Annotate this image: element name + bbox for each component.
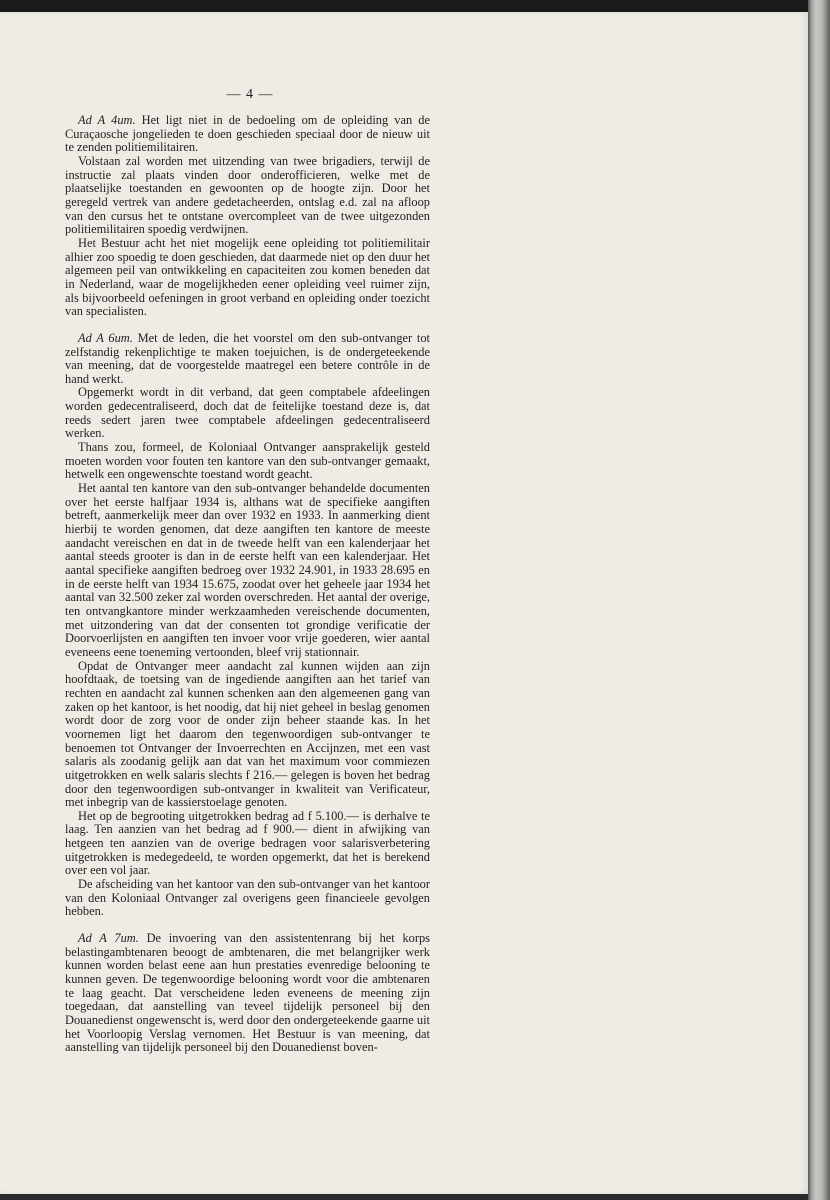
paragraph: Opgemerkt wordt in dit verband, dat geen comptabele afdeelingen worden gedecentraliseerd, doch dat de feitelijke toestand deze is, dat reeds sedert jaren twee comptabele afdeelingen gedecentraliseerd werken. bbox=[65, 385, 430, 441]
paragraph: Volstaan zal worden met uitzending van twee brigadiers, terwijl de instructie zal plaats vinden door onderofficieren, welke met de plaatselijke toestanden en gewoonten op de hoogte zijn. Door het geregeld vertrek van andere gedetacheerden, ontslag e.d. zal na afloop van den cursus het te ontstane overcompleet van de twee uitgezonden politiemilitairen spoedig verdwijnen. bbox=[65, 153, 430, 237]
paragraph-ad-a-7um bbox=[65, 932, 430, 1055]
paragraph-ad-a-4um bbox=[65, 114, 430, 155]
top-scan-edge bbox=[0, 0, 830, 12]
paragraph: Opdat de Ontvanger meer aandacht zal kunnen wijden aan zijn hoofdtaak, de toetsing van de ingediende aangiften aan het tarief van rechten en aandacht zal kunnen schenken aan den algemeenen gang van zaken op het kantoor, is het noodig, dat hij niet geheel in beslag genomen wordt door de zorg voor de onder zijn beheer staande kas. In het voornemen ligt het daarom den tegenwoordigen sub-ontvanger te benoemen tot Ontvanger der Invoerrechten en Accijnzen, met een vast salaris als zoodanig gelijk aan dat van het maximum voor commiezen uitgetrokken en welk salaris slechts f 216.— gelegen is boven het bedrag door den tegenwoordigen sub-ontvanger in kwaliteit van Verificateur, met inbegrip van de kassierstoelage genoten. bbox=[65, 658, 430, 810]
paragraph-text: Met de leden, die het voorstel om den sub-ontvanger tot zelfstandig rekenplichtige te maken toejuichen, is de ondergeteekende van meening, dat de voorgestelde maatregel een betere contrôle in de hand werkt. bbox=[65, 330, 430, 386]
section-label: Ad A 7um. bbox=[78, 931, 139, 946]
paragraph: De afscheiding van het kantoor van den sub-ontvanger van het kantoor van den Koloniaal Ontvanger zal overigens geen financieele gevolgen hebben. bbox=[65, 877, 430, 919]
paragraph: Thans zou, formeel, de Koloniaal Ontvanger aansprakelijk gesteld moeten worden voor fouten ten kantore van den sub-ontvanger gemaakt, hetwelk een ongewenschte toestand wordt geacht. bbox=[65, 440, 430, 482]
body-text bbox=[65, 114, 430, 1055]
paragraph-text: Het ligt niet in de bedoeling om de opleiding van de Curaçaosche jongelieden te doen geschieden speciaal door de nieuw uit te zenden politiemilitairen. bbox=[65, 113, 430, 155]
section-label: Ad A 6um. bbox=[78, 330, 133, 345]
book-binding-edge bbox=[808, 0, 830, 1200]
paragraph-text: De invoering van den assistentenrang bij het korps belastingambtenaren beoogt de ambtenaren, die met belangrijker werk kunnen worden belast eene aan hun prestaties evenredige belooning te kunnen geven. De tegenwoordige belooning wordt voor die ambtenaren te laag geacht. Dat verscheidene leden eveneens de meening zijn toegedaan, dat aanstelling van teveel tijdelijk personeel bij den Douanedienst ongewenscht is, werd door den ondergeteekende gaarne uit het Voorloopig Verslag vernomen. Het Bestuur is van meening, dat aanstelling van tijdelijk personeel bij den Douanedienst boven- bbox=[65, 931, 430, 1055]
paragraph: Het op de begrooting uitgetrokken bedrag ad f 5.100.— is derhalve te laag. Ten aanzien van het bedrag ad f 900.— dient in afwijking van hetgeen ten aanzien van de overige bedragen voor salarisverbetering uitgetrokken is medegedeeld, te worden opgemerkt, dat het is berekend over een vol jaar. bbox=[65, 808, 430, 878]
paragraph-ad-a-6um bbox=[65, 332, 430, 387]
paragraph: Het Bestuur acht het niet mogelijk eene opleiding tot politiemilitair alhier zoo spoedig te doen geschieden, dat daarmede niet op den duur het algemeen peil van ontwikkeling en capaciteiten zou komen beneden dat in Nederland, waar de mogelijkheden eener opleiding veel ruimer zijn, als bijvoorbeeld oefeningen in groot verband en opleiding onder toezicht van specialisten. bbox=[65, 235, 430, 319]
page-number: — 4 — bbox=[226, 87, 274, 102]
paragraph: Het aantal ten kantore van den sub-ontvanger behandelde documenten over het eerste halfjaar 1934 is, althans wat de specifieke aangiften betreft, aanmerkelijk meer dan over 1932 en 1933. In aanmerking dient hierbij te worden genomen, dat deze aangiften ten kantore de meeste aandacht vereischen en dat in de tweede helft van een kalenderjaar het aantal steeds grooter is dan in de eerste helft van een kalenderjaar. Het aantal specifieke aangiften bedroeg over 1932 24.901, in 1933 28.695 en in de eerste helft van 1934 15.675, zoodat over het geheele jaar 1934 het aantal van 32.500 zeker zal worden overschreden. Het aantal der overige, ten ontvangkantore minder werkzaamheden vereischende documenten, met uitzondering van dat der consenten tot grondige verificatie der Doorvoerlijsten en aangiften ten invoer voor vrije goederen, wier aantal eveneens eene toeneming vertoonden, bleef vrij stationnair. bbox=[65, 481, 430, 659]
section-label: Ad A 4um. bbox=[78, 113, 136, 127]
document-page bbox=[0, 12, 808, 1194]
